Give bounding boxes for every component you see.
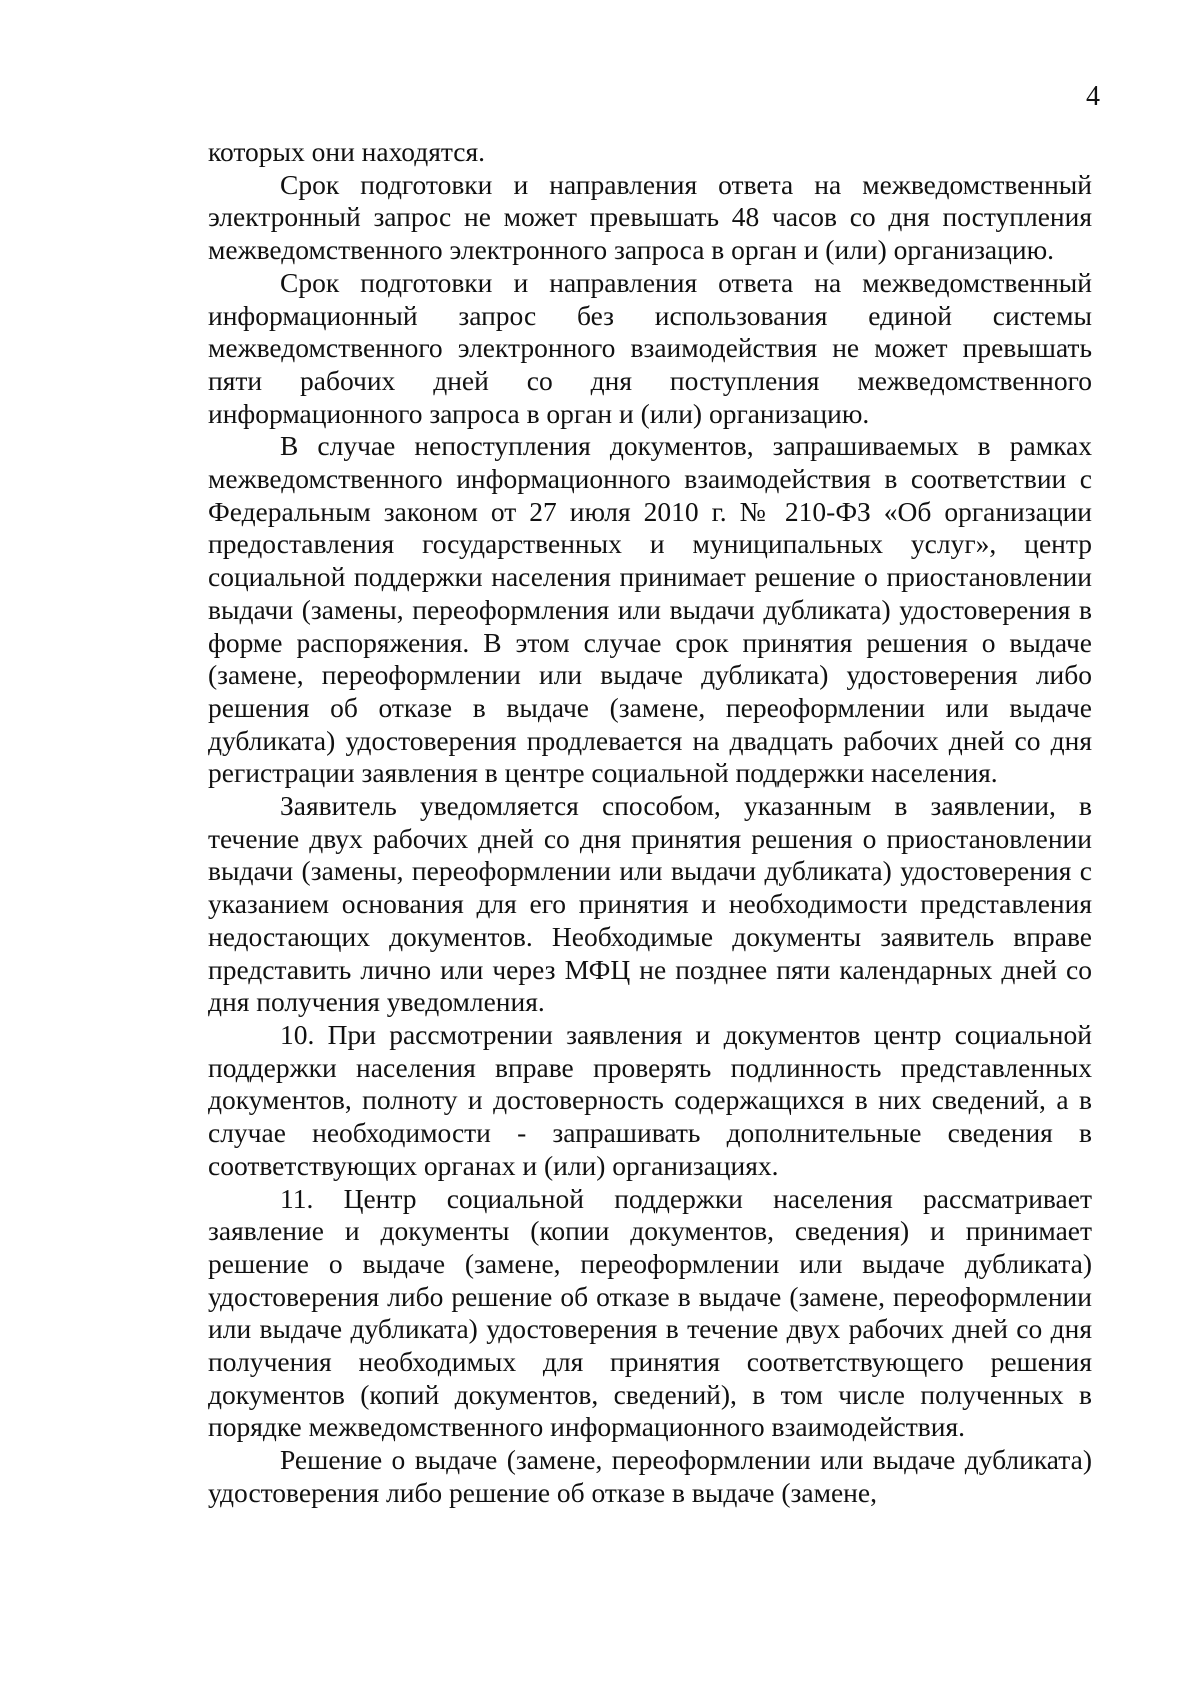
paragraph-suspension-decision: В случае непоступления документов, запрашиваемых в рамках межведомственного информационного взаимодействия в соответствии с Федеральным законом от 27 июля 2010 г. № 210-ФЗ «Об организации предоставления государственных и муниципальных услуг», центр социальной поддержки населения принимает решение о приостановлении выдачи (замены, переоформления или выдачи дубликата) удостоверения в форме распоряжения. В этом случае срок принятия решения о выдаче (замене, переоформлении или выдаче дубликата) удостоверения либо решения об отказе в выдаче (замене, переоформлении или выдаче дубликата) удостоверения продлевается на двадцать рабочих дней со дня регистрации заявления в центре социальной поддержки населения.: [208, 430, 1092, 789]
page-number: 4: [1086, 81, 1100, 112]
paragraph-item-11: 11. Центр социальной поддержки населения рассматривает заявление и документы (копии документов, сведения) и принимает решение о выдаче (замене, переоформлении или выдаче дубликата) удостоверения либо решение об отказе в выдаче (замене, переоформлении или выдаче дубликата) удостоверения в течение двух рабочих дней со дня получения необходимых для принятия соответствующего решения документов (копий документов, сведений), в том числе полученных в порядке межведомственного информационного взаимодействия.: [208, 1182, 1092, 1443]
paragraph-applicant-notification: Заявитель уведомляется способом, указанным в заявлении, в течение двух рабочих дней со дня принятия решения о приостановлении выдачи (замены, переоформлении или выдачи дубликата) удостоверения с указанием основания для его принятия и необходимости представления недостающих документов. Необходимые документы заявитель вправе представить лично или через МФЦ не позднее пяти календарных дней со дня получения уведомления.: [208, 790, 1092, 1018]
body-text: [208, 136, 1092, 1510]
paragraph-decision-continued: Решение о выдаче (замене, переоформлении или выдаче дубликата) удостоверения либо решение об отказе в выдаче (замене,: [208, 1444, 1092, 1508]
paragraph-continuation: которых они находятся.: [208, 136, 485, 167]
paragraph-electronic-request-deadline: Срок подготовки и направления ответа на межведомственный электронный запрос не может превышать 48 часов со дня поступления межведомственного электронного запроса в орган и (или) организацию.: [208, 168, 1092, 266]
paragraph-information-request-deadline: Срок подготовки и направления ответа на межведомственный информационный запрос без использования единой системы межведомственного электронного взаимодействия не может превышать пяти рабочих дней со дня поступления межведомственного информационного запроса в орган и (или) организацию.: [208, 266, 1092, 429]
paragraph-item-10: 10. При рассмотрении заявления и документов центр социальной поддержки населения вправе проверять подлинность представленных документов, полноту и достоверность содержащихся в них сведений, а в случае необходимости - запрашивать дополнительные сведения в соответствующих органах и (или) организациях.: [208, 1018, 1092, 1181]
